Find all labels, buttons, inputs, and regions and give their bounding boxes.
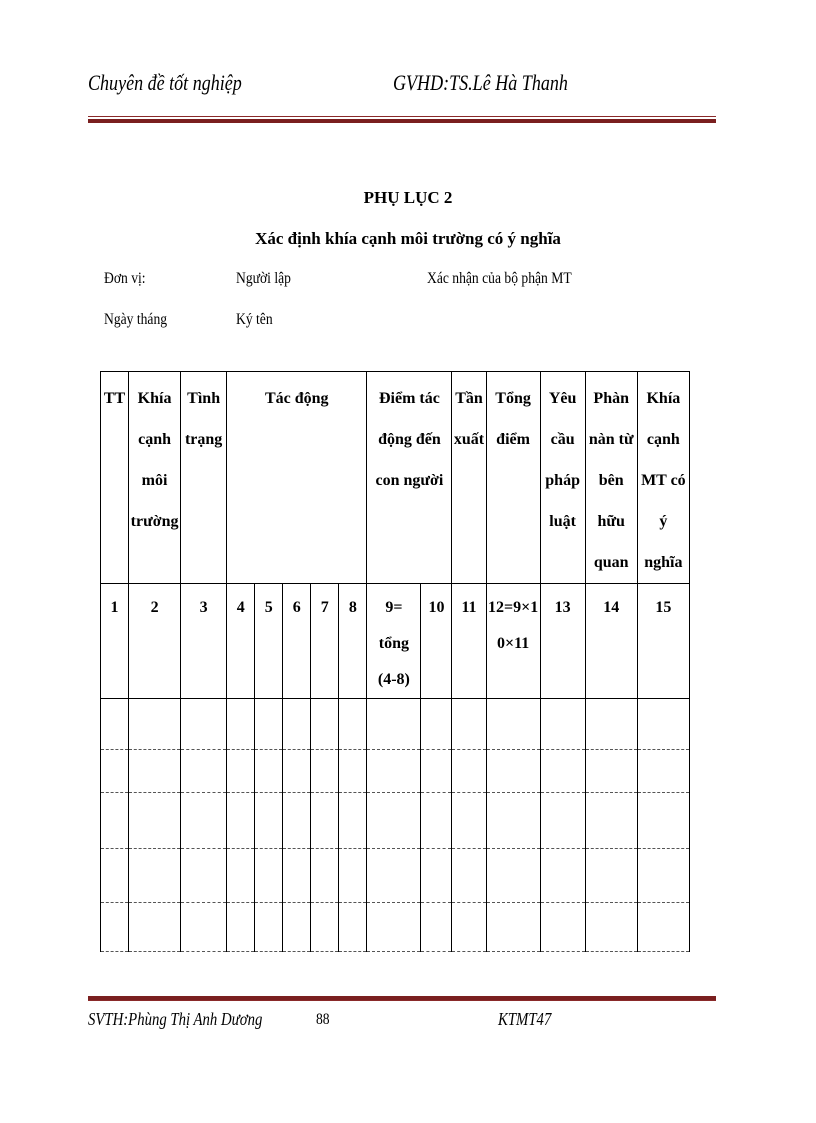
table-row — [101, 793, 690, 849]
header-yeu-cau: Yêu cầu pháp luật — [540, 372, 585, 584]
header-rule — [88, 116, 716, 123]
header-khia-canh-mt: Khía cạnh MT có ý nghĩa — [637, 372, 689, 584]
col-number: 3 — [181, 584, 227, 699]
footer-rule — [88, 994, 716, 1001]
col-number: 14 — [585, 584, 637, 699]
col-number: 4 — [227, 584, 255, 699]
col-number: 2 — [129, 584, 181, 699]
table-row — [101, 849, 690, 903]
header-diem-tac-dong: Điểm tác động đến con người — [367, 372, 452, 584]
col-number: 15 — [637, 584, 689, 699]
table-number-row — [101, 584, 690, 699]
footer-class: KTMT47 — [498, 1009, 552, 1029]
col-number: 7 — [311, 584, 339, 699]
significance-table — [100, 371, 690, 952]
header-tan-xuat: Tần xuất — [452, 372, 486, 584]
col-number: 13 — [540, 584, 585, 699]
col-number: 11 — [452, 584, 486, 699]
info-xac-nhan: Xác nhận của bộ phận MT — [427, 270, 572, 287]
header-subject: Chuyên đề tốt nghiệp — [88, 70, 242, 95]
header-advisor: GVHD:TS.Lê Hà Thanh — [393, 70, 568, 95]
footer-student: SVTH:Phùng Thị Anh Dương — [88, 1009, 263, 1029]
col-number: 6 — [283, 584, 311, 699]
col-number: 1 — [101, 584, 129, 699]
header-tinh-trang: Tình trạng — [181, 372, 227, 584]
header-tt: TT — [101, 372, 129, 584]
page-number: 88 — [316, 1011, 330, 1028]
table-row — [101, 903, 690, 952]
table-header-row — [101, 372, 690, 584]
col-number: 10 — [421, 584, 452, 699]
table-row — [101, 699, 690, 750]
info-don-vi: Đơn vị: — [104, 270, 146, 287]
header-tac-dong: Tác động — [227, 372, 367, 584]
info-nguoi-lap: Người lập — [236, 270, 291, 287]
appendix-subtitle: Xác định khía cạnh môi trường có ý nghĩa — [255, 229, 561, 248]
appendix-title: PHỤ LỤC 2 — [363, 188, 453, 207]
col-number: 12=9×10×11 — [486, 584, 540, 699]
info-ngay-thang: Ngày tháng — [104, 311, 168, 328]
table-row — [101, 750, 690, 793]
col-number: 5 — [255, 584, 283, 699]
header-khia-canh: Khía cạnh môi trường — [129, 372, 181, 584]
header-tong-diem: Tổng điểm — [486, 372, 540, 584]
col-number: 8 — [339, 584, 367, 699]
info-ky-ten: Ký tên — [236, 311, 273, 328]
col-number: 9= tổng (4-8) — [367, 584, 421, 699]
header-phan-nan: Phàn nàn từ bên hữu quan — [585, 372, 637, 584]
